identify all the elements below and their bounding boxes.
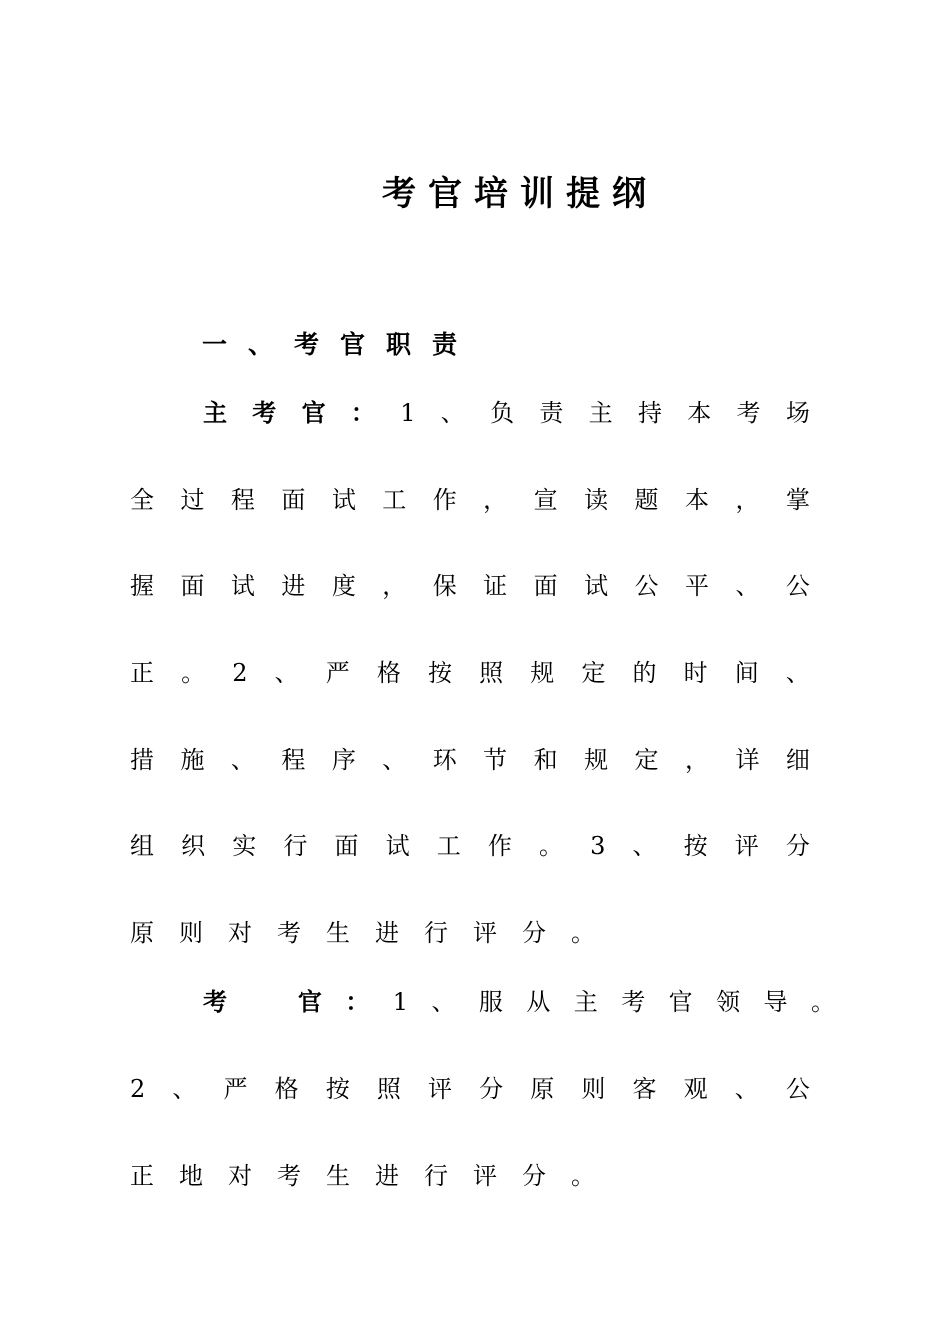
examiner-line-3 <box>130 1159 595 1193</box>
text-glyph: 官 <box>668 988 693 1016</box>
text-glyph: 宣 <box>533 486 558 514</box>
text-glyph: 详 <box>735 746 760 774</box>
text-glyph: 则 <box>581 1075 606 1103</box>
text-glyph: 保 <box>432 572 457 600</box>
text-glyph: 本 <box>684 486 709 514</box>
text-glyph: 规 <box>584 746 609 774</box>
chief-examiner-line-5 <box>130 743 810 777</box>
text-glyph: 、 <box>431 988 456 1016</box>
text-glyph: 试 <box>584 572 609 600</box>
text-glyph: 场 <box>785 399 810 427</box>
text-glyph: 考 <box>203 987 227 1016</box>
chief-examiner-line-4 <box>130 656 810 690</box>
text-glyph: 面 <box>533 572 558 600</box>
text-glyph: 公 <box>785 572 810 600</box>
text-glyph: 规 <box>530 659 555 687</box>
section-heading: 一、考官职责 <box>202 330 479 359</box>
text-glyph: 工 <box>436 832 461 860</box>
text-glyph: ， <box>735 486 760 514</box>
text-glyph: 格 <box>274 1075 299 1103</box>
chief-examiner-line-1 <box>203 396 810 430</box>
text-glyph: 地 <box>179 1162 203 1190</box>
text-glyph: 作 <box>432 486 457 514</box>
text-glyph: 原 <box>130 919 154 947</box>
text-glyph: ： <box>350 398 375 427</box>
text-glyph: 试 <box>385 832 410 860</box>
text-glyph: 1 <box>400 399 416 427</box>
text-glyph: 和 <box>533 746 558 774</box>
text-glyph: 按 <box>683 832 708 860</box>
text-glyph: 照 <box>376 1075 401 1103</box>
chief-examiner-line-6 <box>130 829 810 863</box>
text-glyph: 、 <box>230 746 255 774</box>
document-title: 考官培训提纲 <box>382 174 658 214</box>
text-glyph: 试 <box>331 486 356 514</box>
text-glyph: 公 <box>785 1075 810 1103</box>
text-glyph: 客 <box>632 1075 657 1103</box>
text-glyph: 官 <box>297 987 322 1016</box>
text-glyph: 面 <box>281 486 306 514</box>
examiner-line-1 <box>203 985 835 1019</box>
text-glyph: 责 <box>539 399 564 427</box>
text-glyph: 正 <box>130 659 154 687</box>
text-glyph: 间 <box>734 659 759 687</box>
text-glyph: 组 <box>130 832 154 860</box>
text-glyph <box>250 985 274 1019</box>
text-glyph: 公 <box>634 572 659 600</box>
text-glyph: 主 <box>573 988 598 1016</box>
text-glyph: 严 <box>223 1075 248 1103</box>
text-glyph: 正 <box>130 1162 154 1190</box>
text-glyph: 定 <box>581 659 606 687</box>
text-glyph: ， <box>483 486 508 514</box>
text-glyph: 细 <box>785 746 810 774</box>
text-glyph: 序 <box>331 746 356 774</box>
text-glyph: 、 <box>735 572 760 600</box>
text-glyph: 施 <box>180 746 205 774</box>
text-glyph: 环 <box>432 746 457 774</box>
text-glyph: 则 <box>179 919 203 947</box>
text-glyph: 观 <box>683 1075 708 1103</box>
text-glyph: 评 <box>473 1162 497 1190</box>
examiner-line-2 <box>130 1072 810 1106</box>
text-glyph: 考 <box>736 399 761 427</box>
text-glyph: 、 <box>382 746 407 774</box>
text-glyph: 分 <box>479 1075 504 1103</box>
text-glyph: 织 <box>181 832 206 860</box>
text-glyph: 的 <box>632 659 657 687</box>
text-glyph: 试 <box>230 572 255 600</box>
text-glyph: 题 <box>634 486 659 514</box>
text-glyph: 按 <box>325 1075 350 1103</box>
text-glyph: 分 <box>785 832 810 860</box>
text-glyph: 。 <box>571 919 595 947</box>
text-glyph: 分 <box>522 919 546 947</box>
text-glyph: 本 <box>687 399 712 427</box>
text-glyph: 定 <box>634 746 659 774</box>
text-glyph: 握 <box>130 572 154 600</box>
text-glyph: 评 <box>734 832 759 860</box>
text-glyph: 格 <box>376 659 401 687</box>
text-glyph: 考 <box>621 988 646 1016</box>
text-glyph: 3 <box>590 832 606 860</box>
text-glyph: 原 <box>530 1075 555 1103</box>
text-glyph: 严 <box>325 659 350 687</box>
text-glyph: 官 <box>301 398 326 427</box>
text-glyph: 照 <box>479 659 504 687</box>
text-glyph: 行 <box>424 1162 448 1190</box>
text-glyph: 从 <box>526 988 551 1016</box>
text-glyph: 考 <box>277 919 301 947</box>
text-glyph: 。 <box>539 832 563 860</box>
text-glyph: 生 <box>326 1162 350 1190</box>
text-glyph: 领 <box>716 988 741 1016</box>
text-glyph: 掌 <box>785 486 810 514</box>
text-glyph: 过 <box>180 486 205 514</box>
text-glyph: 进 <box>375 1162 399 1190</box>
text-glyph: 面 <box>334 832 359 860</box>
text-glyph: 平 <box>684 572 709 600</box>
chief-examiner-line-2 <box>130 483 810 517</box>
text-glyph: 生 <box>326 919 350 947</box>
text-glyph: 对 <box>228 919 252 947</box>
text-glyph: 分 <box>522 1162 546 1190</box>
text-glyph: ： <box>345 987 370 1016</box>
text-glyph: 对 <box>228 1162 252 1190</box>
text-glyph: 服 <box>478 988 503 1016</box>
text-glyph: ， <box>382 572 407 600</box>
text-glyph: 。 <box>810 988 835 1016</box>
text-glyph: 考 <box>277 1162 301 1190</box>
text-glyph: 措 <box>130 746 154 774</box>
text-glyph: 按 <box>428 659 453 687</box>
text-glyph: 、 <box>274 659 299 687</box>
text-glyph: 程 <box>230 486 255 514</box>
text-glyph: 读 <box>584 486 609 514</box>
text-glyph: 、 <box>172 1075 197 1103</box>
chief-examiner-line-7 <box>130 916 595 950</box>
text-glyph: 工 <box>382 486 407 514</box>
text-glyph: 节 <box>483 746 508 774</box>
text-glyph: 主 <box>588 399 613 427</box>
text-glyph: 1 <box>392 988 409 1016</box>
text-glyph: 、 <box>440 399 465 427</box>
text-glyph: 面 <box>180 572 205 600</box>
text-glyph: 程 <box>281 746 306 774</box>
text-glyph: 、 <box>632 832 657 860</box>
chief-examiner-line-3 <box>130 569 810 603</box>
text-glyph: 证 <box>483 572 508 600</box>
text-glyph: 、 <box>785 659 810 687</box>
text-glyph: 进 <box>375 919 399 947</box>
text-glyph: 时 <box>683 659 708 687</box>
text-glyph: 负 <box>490 399 515 427</box>
text-glyph: 行 <box>424 919 448 947</box>
text-glyph: 。 <box>181 659 206 687</box>
text-glyph: 度 <box>331 572 356 600</box>
text-glyph: 作 <box>487 832 512 860</box>
text-glyph: 主 <box>203 398 227 427</box>
text-glyph: 评 <box>473 919 497 947</box>
text-glyph: 进 <box>281 572 306 600</box>
text-glyph: 导 <box>763 988 788 1016</box>
text-glyph: ， <box>684 746 709 774</box>
text-glyph: 。 <box>571 1162 595 1190</box>
text-glyph: 考 <box>252 398 277 427</box>
text-glyph: 持 <box>637 399 662 427</box>
text-glyph: 评 <box>428 1075 453 1103</box>
text-glyph: 2 <box>232 659 248 687</box>
text-glyph: 行 <box>283 832 308 860</box>
text-glyph: 实 <box>232 832 257 860</box>
text-glyph: 2 <box>130 1075 146 1103</box>
text-glyph: 全 <box>130 486 154 514</box>
text-glyph: 、 <box>734 1075 759 1103</box>
